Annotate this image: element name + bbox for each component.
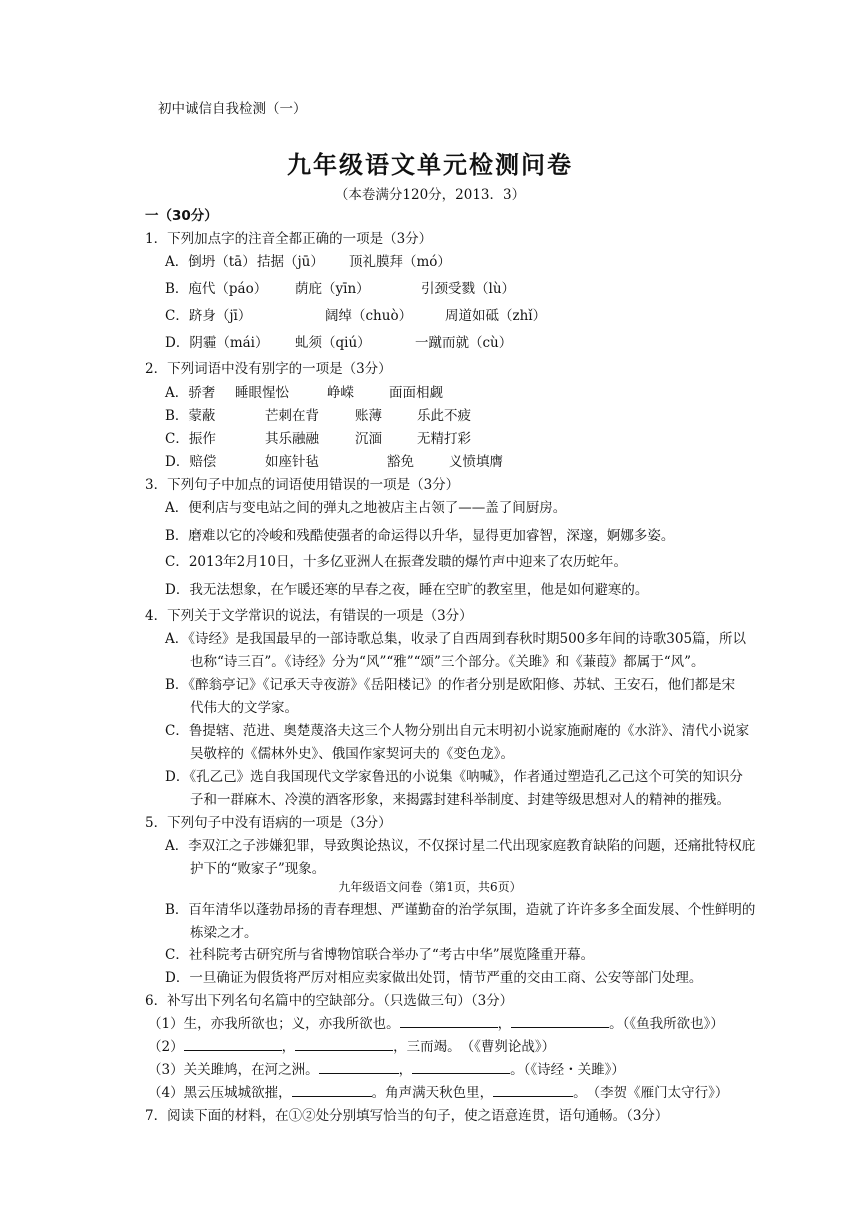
q6-1-blank-1[interactable] [400, 1015, 498, 1028]
q5-option-b-line1: B．百年清华以蓬勃昂扬的青春理想、严谨勤奋的治学氛围，造就了许许多多全面发展、个性鲜明的 [165, 902, 756, 918]
q6-3-sep: ， [398, 1062, 413, 1078]
q1-d-3: 一蹴而就（cù） [415, 335, 513, 351]
q6-1-sep: ， [497, 1016, 512, 1032]
q1-b-1: B．庖代（páo） [165, 281, 268, 297]
q1-d-2: 虬须（qiú） [295, 335, 371, 351]
q5-option-d: D．一旦确证为假货将严厉对相应卖家做出处罚，情节严重的交由工商、公安等部门处理。 [165, 970, 703, 986]
q6-3-source: 。（《诗经・关雎》） [510, 1062, 625, 1078]
q1-c-2: 阔绰（chuò） [325, 308, 413, 324]
question-1-stem: 1．下列加点字的注音全都正确的一项是（3分） [145, 231, 433, 247]
question-5-stem: 5．下列句子中没有语病的一项是（3分） [145, 815, 392, 831]
q6-4-blank-2[interactable] [493, 1084, 573, 1097]
q1-option-c [165, 307, 546, 325]
q3-option-d: D．我无法想象，在乍暖还寒的早春之夜，睡在空旷的教室里，他是如何避寒的。 [165, 582, 649, 598]
q6-item-4 [148, 1084, 728, 1102]
q2-a-4: 面面相觑 [389, 385, 443, 401]
q2-b-4: 乐此不疲 [417, 408, 471, 424]
q4-option-c-line2: 吴敬梓的《儒林外史》、俄国作家契诃夫的《变色龙》。 [190, 746, 514, 762]
q4-option-d-line2: 子和一群麻木、冷漠的酒客形象，来揭露封建科举制度、封建等级思想对人的精神的摧残。 [190, 792, 730, 808]
q1-c-3: 周道如砥（zhǐ） [445, 308, 547, 324]
q2-b-2: 芒刺在背 [265, 408, 319, 424]
q6-4-mid: 。角声满天秋色里， [371, 1085, 494, 1101]
q1-b-3: 引颈受戮（lù） [421, 281, 516, 297]
q2-d-1: D．赔偿 [165, 454, 217, 470]
page-footer: 九年级语文问卷（第1页，共6页） [338, 880, 522, 894]
question-6-stem: 6．补写出下列名句名篇中的空缺部分。（只选做三句）（3分） [145, 993, 514, 1009]
q2-option-a [165, 384, 443, 402]
q6-1-source: 。（《鱼我所欲也》） [609, 1016, 724, 1032]
q4-option-a-line1: A．《诗经》是我国最早的一部诗歌总集，收录了自西周到春秋时期500多年间的诗歌305篇，所以 [165, 631, 747, 647]
page-subtitle: （本卷满分120分，2013．3） [334, 187, 526, 203]
q6-3-blank-2[interactable] [412, 1061, 510, 1074]
q4-option-a-line2: 也称“诗三百”。《诗经》分为“风”“雅”“颂”三个部分。《关雎》和《蒹葭》都属于“风”。 [190, 654, 705, 670]
q6-item-3 [148, 1061, 625, 1079]
q4-option-d-line1: D．《孔乙己》选自我国现代文学家鲁迅的小说集《呐喊》，作者通过塑造孔乙己这个可笑的知识分 [165, 769, 743, 785]
q5-option-a-line2: 护下的“败家子”现象。 [190, 861, 326, 877]
q6-4-source: 。 （李贺《雁门太守行》） [573, 1085, 729, 1101]
q1-d-1: D．阴霾（mái） [165, 335, 269, 351]
section-heading: 一（30分） [145, 208, 218, 224]
question-3-stem: 3．下列句子中加点的词语使用错误的一项是（3分） [145, 477, 460, 493]
q5-option-a-line1: A．李双江之子涉嫌犯罪，导致舆论热议，不仅探讨星二代出现家庭教育缺陷的问题，还痛批特权庇 [165, 838, 756, 854]
q2-a-3: 峥嵘 [327, 385, 354, 401]
q1-a-2: 拮据（jū） [257, 254, 324, 270]
q6-2-blank-1[interactable] [184, 1038, 282, 1051]
q6-3-blank-1[interactable] [319, 1061, 399, 1074]
q3-option-b: B．磨难以它的冷峻和残酷使强者的命运得以升华，显得更加睿智，深邃，婀娜多姿。 [165, 528, 675, 544]
q2-c-3: 沉湎 [355, 431, 382, 447]
q2-option-d [165, 453, 503, 471]
question-4-stem: 4．下列关于文学常识的说法，有错误的一项是（3分） [145, 608, 473, 624]
q3-option-c: C．2013年2月10日，十多亿亚洲人在振聋发聩的爆竹声中迎来了农历蛇年。 [165, 554, 627, 570]
q1-option-d [165, 334, 512, 352]
q2-b-3: 账薄 [355, 408, 382, 424]
q2-c-1: C．振作 [165, 431, 216, 447]
q6-1-blank-2[interactable] [511, 1015, 609, 1028]
q4-option-b-line1: B．《醉翁亭记》《记承天寺夜游》《岳阳楼记》的作者分别是欧阳修、苏轼、王安石，他们都是宋 [165, 677, 736, 693]
q1-c-1: C．跻身（jī） [165, 308, 252, 324]
question-2-stem: 2．下列词语中没有别字的一项是（3分） [145, 361, 392, 377]
q6-2-blank-2[interactable] [295, 1038, 393, 1051]
q2-a-2: 睡眼惺忪 [235, 385, 289, 401]
q2-option-b [165, 407, 471, 425]
q6-item-1 [148, 1015, 724, 1033]
q5-option-b-line2: 栋梁之才。 [190, 925, 258, 941]
q6-3-text: （3）关关雎鸠，在河之洲。 [148, 1062, 319, 1078]
q6-2-source: ，三而竭。 （《曹刿论战》） [393, 1039, 556, 1055]
q6-2-text: （2） [148, 1039, 184, 1055]
q3-option-a: A．便利店与变电站之间的弹丸之地被店主占领了——盖了间厨房。 [165, 500, 567, 516]
page-title: 九年级语文单元检测问卷 [287, 151, 573, 179]
q6-4-blank-1[interactable] [292, 1084, 372, 1097]
header-text: 初中诚信自我检测（一） [158, 101, 307, 117]
q2-option-c [165, 430, 471, 448]
q6-item-2 [148, 1038, 555, 1056]
q4-option-b-line2: 代伟大的文学家。 [190, 700, 298, 716]
q1-option-a [165, 253, 451, 271]
q5-option-c: C．社科院考古研究所与省博物馆联合举办了“考古中华”展览隆重开幕。 [165, 947, 595, 963]
question-7-stem: 7．阅读下面的材料，在①②处分别填写恰当的句子，使之语意连贯，语句通畅。（3分） [145, 1108, 669, 1124]
q2-c-2: 其乐融融 [265, 431, 319, 447]
q2-d-4: 义愤填膺 [449, 454, 503, 470]
q4-option-c-line1: C．鲁提辖、范进、奥楚蔑洛夫这三个人物分别出自元末明初小说家施耐庵的《水浒》、清代小说家 [165, 723, 750, 739]
q6-1-text: （1）生，亦我所欲也；义，亦我所欲也。 [148, 1016, 400, 1032]
q1-a-3: 顶礼膜拜（mó） [349, 254, 451, 270]
q1-a-1: A．倒坍（tā） [165, 254, 256, 270]
q2-c-4: 无精打彩 [417, 431, 471, 447]
q6-4-text: （4）黑云压城城欲摧， [148, 1085, 292, 1101]
q2-d-2: 如座针毡 [265, 454, 319, 470]
q2-d-3: 豁免 [387, 454, 414, 470]
q1-option-b [165, 280, 515, 298]
q2-b-1: B．蒙蔽 [165, 408, 216, 424]
q2-a-1: A．骄奢 [165, 385, 216, 401]
q1-b-2: 荫庇（yīn） [295, 281, 370, 297]
q6-2-sep: ， [281, 1039, 296, 1055]
